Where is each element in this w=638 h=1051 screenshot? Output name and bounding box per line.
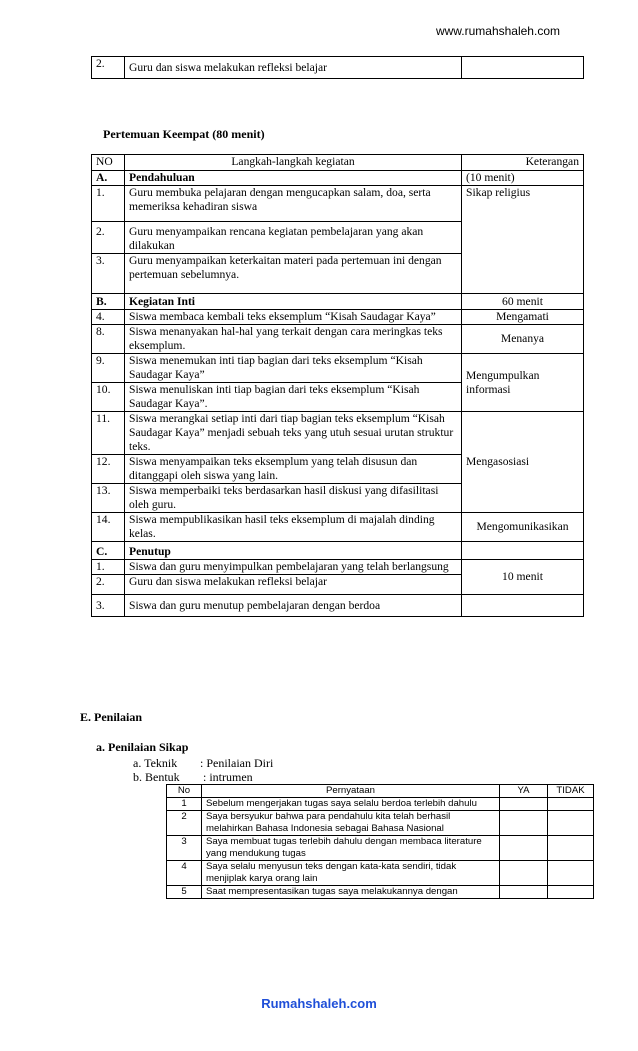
subsection-a-title: a. Penilaian Sikap [96, 740, 189, 754]
table-row [92, 595, 584, 617]
row-text: Siswa menyampaikan teks eksemplum yang telah disusun dan ditanggapi oleh siswa yang lain. [125, 455, 462, 484]
row-number: 10. [92, 383, 125, 412]
footer-site[interactable]: Rumahshaleh.com [261, 996, 377, 1011]
header-url: www.rumahshaleh.com [435, 24, 560, 38]
row-number: 13. [92, 484, 125, 513]
row-text: Siswa mempublikasikan hasil teks eksemplum di majalah dinding kelas. [125, 513, 462, 542]
row-number: 2. [92, 222, 125, 254]
row-text: Siswa dan guru menutup pembelajaran dengan berdoa [125, 595, 462, 617]
table-row [92, 57, 584, 79]
col-header-no: NO [92, 155, 125, 171]
row-number: 5 [167, 886, 202, 899]
table-header-row [167, 785, 594, 798]
col-header-no: No [167, 785, 202, 798]
checkbox-no[interactable] [548, 798, 594, 811]
row-text: Guru dan siswa melakukan refleksi belajar [125, 57, 462, 79]
table-row [92, 560, 584, 575]
row-text: Siswa dan guru menyimpulkan pembelajaran yang telah berlangsung [125, 560, 462, 575]
checkbox-yes[interactable] [500, 811, 548, 836]
table-header-row [92, 155, 584, 171]
row-note: Mengomunikasikan [462, 513, 584, 542]
row-note: Mengasosiasi [462, 412, 584, 513]
teknik-value: : Penilaian Diri [200, 756, 274, 770]
row-number: 9. [92, 354, 125, 383]
table-row [167, 886, 594, 899]
row-text: Guru membuka pelajaran dengan mengucapkan salam, doa, serta memeriksa kehadiran siswa [125, 186, 462, 222]
row-note: Mengamati [462, 310, 584, 325]
col-header-statement: Pernyataan [202, 785, 500, 798]
row-text: Guru dan siswa melakukan refleksi belajar [125, 575, 462, 595]
col-header-no-answer: TIDAK [548, 785, 594, 798]
checkbox-yes[interactable] [500, 861, 548, 886]
row-text: Guru menyampaikan rencana kegiatan pembelajaran yang akan dilakukan [125, 222, 462, 254]
row-statement: Saya bersyukur bahwa para pendahulu kita telah berhasil melahirkan Bahasa Indonesia sebagai Bahasa Nasional [202, 811, 500, 836]
section-number: B. [92, 294, 125, 310]
meeting-title: Pertemuan Keempat (80 menit) [103, 127, 265, 141]
row-number: 1. [92, 186, 125, 222]
bentuk-label: b. Bentuk [133, 770, 180, 784]
row-number: 12. [92, 455, 125, 484]
checkbox-no[interactable] [548, 836, 594, 861]
row-number: 2. [92, 57, 125, 79]
table-row [92, 325, 584, 354]
section-title: Penutup [125, 542, 462, 560]
row-note: Sikap religius [462, 186, 584, 294]
row-note: Mengumpulkan informasi [462, 354, 584, 412]
checkbox-yes[interactable] [500, 836, 548, 861]
row-text: Siswa menanyakan hal-hal yang terkait dengan cara meringkas teks eksemplum. [125, 325, 462, 354]
checkbox-no[interactable] [548, 811, 594, 836]
row-statement: Saya membuat tugas terlebih dahulu dengan membaca literature yang mendukung tugas [202, 836, 500, 861]
section-note [462, 542, 584, 560]
row-text: Guru menyampaikan keterkaitan materi pada pertemuan ini dengan pertemuan sebelumnya. [125, 254, 462, 294]
row-note [462, 595, 584, 617]
row-number: 14. [92, 513, 125, 542]
row-note: 10 menit [462, 560, 584, 595]
table-row [167, 798, 594, 811]
row-number: 8. [92, 325, 125, 354]
bentuk-value: : intrumen [203, 770, 253, 784]
table-row [167, 836, 594, 861]
row-number: 4. [92, 310, 125, 325]
table-row [92, 513, 584, 542]
row-number: 3 [167, 836, 202, 861]
section-note: (10 menit) [462, 171, 584, 186]
col-header-step: Langkah-langkah kegiatan [125, 155, 462, 171]
row-number: 3. [92, 595, 125, 617]
activity-table [91, 154, 584, 617]
section-row-b [92, 294, 584, 310]
checkbox-yes[interactable] [500, 798, 548, 811]
row-statement: Sebelum mengerjakan tugas saya selalu berdoa terlebih dahulu [202, 798, 500, 811]
table-row [92, 412, 584, 455]
row-number: 4 [167, 861, 202, 886]
row-text: Siswa menemukan inti tiap bagian dari teks eksemplum “Kisah Saudagar Kaya” [125, 354, 462, 383]
checkbox-no[interactable] [548, 886, 594, 899]
teknik-label: a. Teknik [133, 756, 178, 770]
table-row [167, 861, 594, 886]
row-number: 1 [167, 798, 202, 811]
section-title: Kegiatan Inti [125, 294, 462, 310]
checkbox-yes[interactable] [500, 886, 548, 899]
table-row [92, 310, 584, 325]
section-row-a [92, 171, 584, 186]
section-number: C. [92, 542, 125, 560]
row-statement: Saya selalu menyusun teks dengan kata-kata sendiri, tidak menjiplak karya orang lain [202, 861, 500, 886]
section-row-c [92, 542, 584, 560]
section-e-title: E. Penilaian [80, 710, 143, 724]
previous-table-tail [91, 56, 584, 79]
row-text: Siswa menuliskan inti tiap bagian dari teks eksemplum “Kisah Saudagar Kaya”. [125, 383, 462, 412]
row-number: 2. [92, 575, 125, 595]
table-row [92, 354, 584, 383]
row-note: Menanya [462, 325, 584, 354]
row-statement: Saat mempresentasikan tugas saya melakukannya dengan [202, 886, 500, 899]
checkbox-no[interactable] [548, 861, 594, 886]
row-number: 2 [167, 811, 202, 836]
section-title: Pendahuluan [125, 171, 462, 186]
row-number: 1. [92, 560, 125, 575]
row-text: Siswa memperbaiki teks berdasarkan hasil diskusi yang difasilitasi oleh guru. [125, 484, 462, 513]
row-number: 3. [92, 254, 125, 294]
col-header-note: Keterangan [462, 155, 584, 171]
table-row [92, 186, 584, 222]
section-note: 60 menit [462, 294, 584, 310]
row-note [462, 57, 584, 79]
table-row [167, 811, 594, 836]
row-text: Siswa merangkai setiap inti dari tiap bagian teks eksemplum “Kisah Saudagar Kaya” menjadi sebuah teks yang utuh sesuai urutan struktur teks. [125, 412, 462, 455]
row-text: Siswa membaca kembali teks eksemplum “Kisah Saudagar Kaya” [125, 310, 462, 325]
col-header-yes: YA [500, 785, 548, 798]
section-number: A. [92, 171, 125, 186]
attitude-table [166, 784, 594, 899]
row-number: 11. [92, 412, 125, 455]
